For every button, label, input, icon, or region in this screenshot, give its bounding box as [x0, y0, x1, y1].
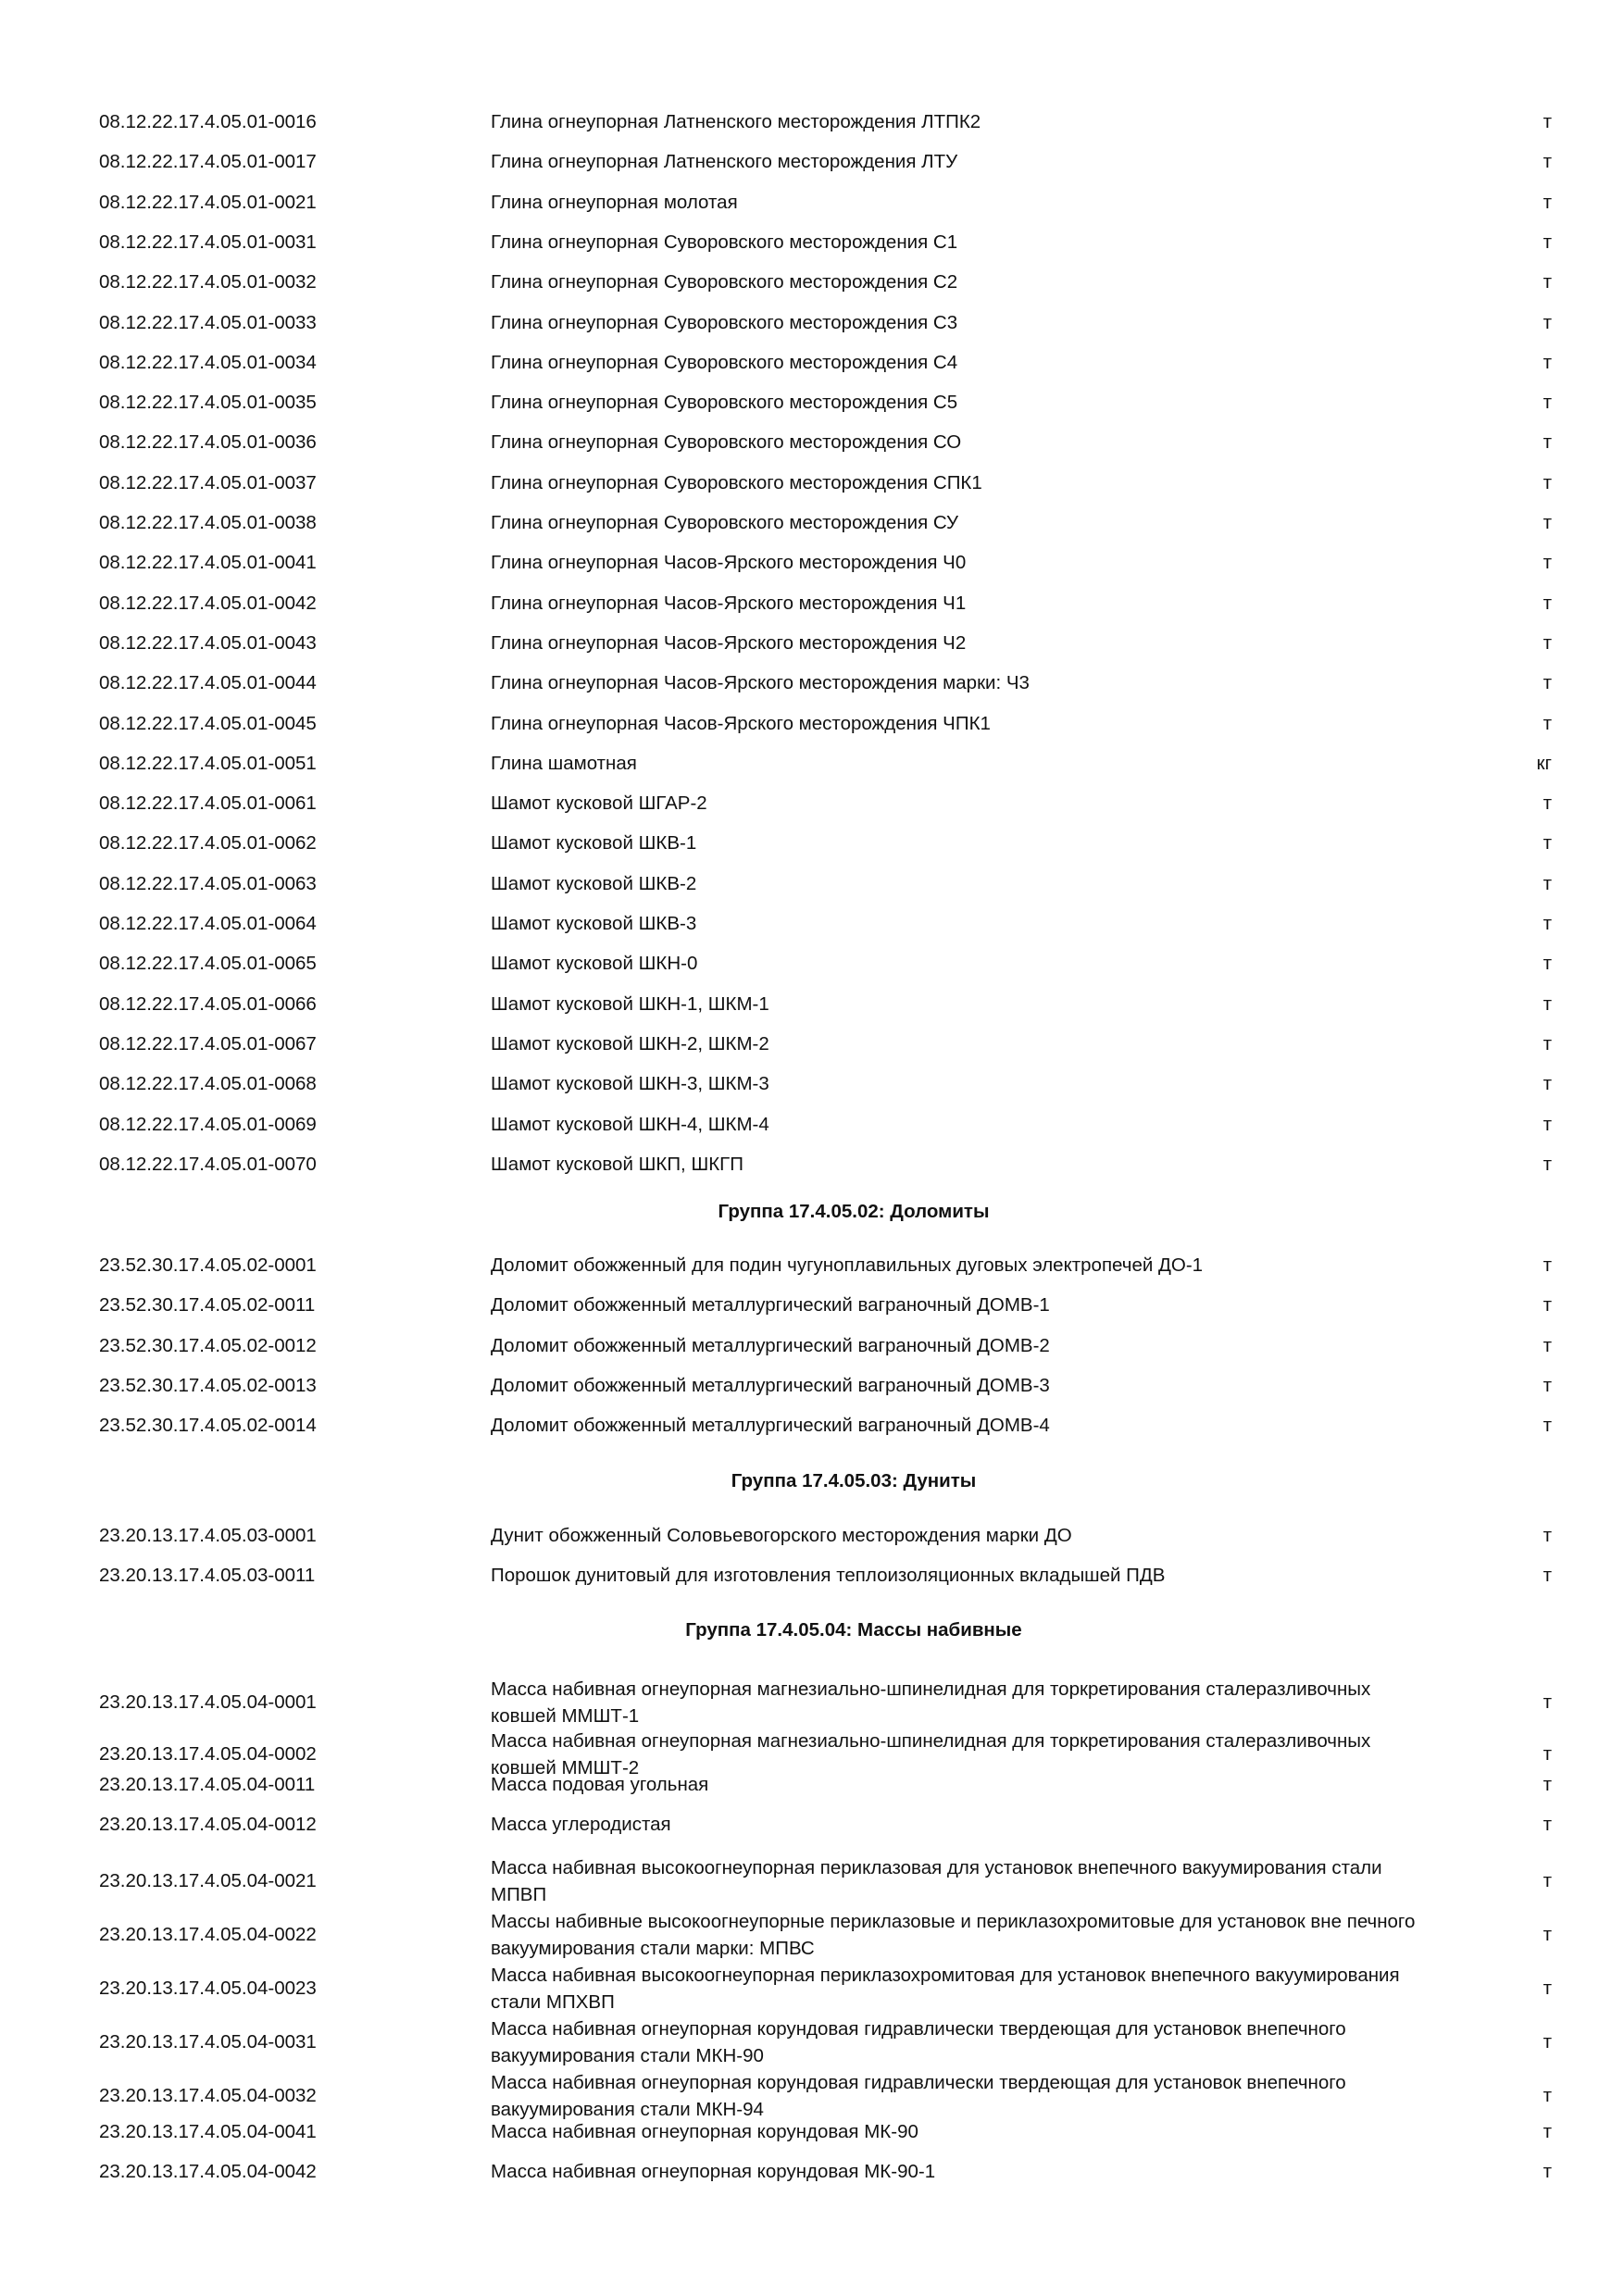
item-name: Масса набивная огнеупорная корундовая гидравлически твердеющая для установок внепечного вакуумирования стали МКН-94: [491, 2072, 1346, 2120]
item-code: 23.20.13.17.4.05.04-0041: [99, 2121, 317, 2142]
item-unit: т: [1543, 992, 1552, 1015]
item-unit: т: [1543, 311, 1552, 333]
item-name: Доломит обожженный металлургический ваграночный ДОМВ-2: [491, 1334, 1050, 1356]
item-code: 08.12.22.17.4.05.01-0044: [99, 672, 317, 694]
item-code: 08.12.22.17.4.05.01-0021: [99, 191, 317, 213]
group-heading: [0, 1467, 1624, 1494]
item-code: 08.12.22.17.4.05.01-0063: [99, 872, 317, 894]
item-unit: т: [1543, 512, 1552, 533]
item-name: Дунит обожженный Соловьевогорского месторождения марки ДО: [491, 1525, 1072, 1546]
item-code: 08.12.22.17.4.05.01-0064: [99, 913, 317, 934]
item-code: 23.52.30.17.4.05.02-0013: [99, 1374, 317, 1396]
item-unit: т: [1543, 191, 1552, 213]
item-unit: т: [1543, 792, 1552, 815]
group-heading: [0, 1616, 1624, 1643]
item-unit: кг: [1536, 752, 1552, 774]
item-name: Глина шамотная: [491, 752, 637, 774]
item-name: Шамот кусковой ШГАР-2: [491, 792, 707, 815]
item-code: 23.20.13.17.4.05.04-0031: [99, 2031, 317, 2053]
item-unit: т: [1543, 592, 1552, 614]
item-name: Масса подовая угольная: [491, 1774, 709, 1795]
item-unit: т: [1543, 1774, 1552, 1795]
item-name: Масса набивная высокоогнеупорная периклазохромитовая для установок внепечного вакуумирования стали МПХВП: [491, 1965, 1400, 2013]
item-code: 08.12.22.17.4.05.01-0037: [99, 471, 317, 493]
item-code: 08.12.22.17.4.05.01-0035: [99, 392, 317, 414]
item-name: Масса набивная огнеупорная магнезиально-шпинелидная для торкретирования сталеразливочных ковшей ММШТ-1: [491, 1678, 1371, 1727]
item-name: Доломит обожженный металлургический ваграночный ДОМВ-1: [491, 1294, 1050, 1316]
item-code: 23.20.13.17.4.05.04-0012: [99, 1814, 317, 1835]
item-unit: т: [1543, 111, 1552, 132]
item-code: 23.20.13.17.4.05.04-0032: [99, 2085, 317, 2106]
item-name: Глина огнеупорная Латненского месторождения ЛТПК2: [491, 111, 981, 132]
item-unit: т: [1543, 1374, 1552, 1396]
item-code: 08.12.22.17.4.05.01-0038: [99, 512, 317, 533]
item-code: 08.12.22.17.4.05.01-0070: [99, 1153, 317, 1175]
item-code: 08.12.22.17.4.05.01-0068: [99, 1073, 317, 1095]
item-code: 23.20.13.17.4.05.04-0002: [99, 1743, 317, 1765]
item-name: Масса углеродистая: [491, 1814, 671, 1835]
item-name: Глина огнеупорная Часов-Ярского месторождения Ч2: [491, 631, 967, 654]
item-code: 23.20.13.17.4.05.04-0011: [99, 1774, 316, 1795]
item-unit: т: [1543, 1153, 1552, 1175]
item-name: Шамот кусковой ШКВ-3: [491, 913, 697, 934]
item-code: 08.12.22.17.4.05.01-0067: [99, 1032, 317, 1054]
item-name: Массы набивные высокоогнеупорные периклазовые и периклазохромитовые для установок вне печного вакуумирования стали марки: МПВС: [491, 1911, 1416, 1959]
item-unit: т: [1543, 2031, 1552, 2053]
item-unit: т: [1543, 1525, 1552, 1546]
item-code: 23.20.13.17.4.05.04-0023: [99, 1978, 317, 1999]
item-unit: т: [1543, 471, 1552, 493]
item-code: 23.52.30.17.4.05.02-0011: [99, 1294, 316, 1316]
item-unit: т: [1543, 1565, 1552, 1587]
item-name: Шамот кусковой ШКВ-1: [491, 832, 697, 855]
item-code: 08.12.22.17.4.05.01-0062: [99, 832, 317, 855]
item-name: Глина огнеупорная Латненского месторождения ЛТУ: [491, 151, 958, 173]
item-code: 08.12.22.17.4.05.01-0032: [99, 271, 317, 293]
item-unit: т: [1543, 392, 1552, 414]
item-code: 23.20.13.17.4.05.03-0011: [99, 1565, 316, 1587]
item-unit: т: [1543, 231, 1552, 253]
item-name: Глина огнеупорная Суворовского месторождения СПК1: [491, 471, 982, 493]
item-code: 23.20.13.17.4.05.04-0001: [99, 1691, 317, 1713]
item-name: Доломит обожженный металлургический ваграночный ДОМВ-4: [491, 1415, 1050, 1437]
item-name: Шамот кусковой ШКП, ШКГП: [491, 1153, 744, 1175]
item-unit: т: [1543, 1814, 1552, 1835]
item-unit: т: [1543, 631, 1552, 654]
item-unit: т: [1543, 913, 1552, 934]
item-code: 23.20.13.17.4.05.04-0022: [99, 1924, 317, 1945]
item-code: 08.12.22.17.4.05.01-0051: [99, 752, 317, 774]
item-name: Шамот кусковой ШКН-4, ШКМ-4: [491, 1113, 769, 1135]
item-name: Глина огнеупорная Суворовского месторождения С4: [491, 351, 958, 373]
item-code: 08.12.22.17.4.05.01-0017: [99, 151, 317, 173]
item-unit: т: [1543, 1254, 1552, 1276]
item-name: Глина огнеупорная Суворовского месторождения СО: [491, 431, 962, 454]
item-unit: т: [1543, 1334, 1552, 1356]
item-unit: т: [1543, 2121, 1552, 2142]
item-code: 08.12.22.17.4.05.01-0043: [99, 631, 317, 654]
item-unit: т: [1543, 832, 1552, 855]
item-unit: т: [1543, 1924, 1552, 1945]
item-name: Шамот кусковой ШКН-0: [491, 953, 698, 975]
item-code: 23.52.30.17.4.05.02-0001: [99, 1254, 317, 1276]
item-unit: т: [1543, 1870, 1552, 1891]
item-name: Глина огнеупорная Часов-Ярского месторождения ЧПК1: [491, 712, 991, 734]
group-heading: [0, 1198, 1624, 1225]
item-name: Порошок дунитовый для изготовления теплоизоляционных вкладышей ПДВ: [491, 1565, 1166, 1587]
item-name: Глина огнеупорная Суворовского месторождения СУ: [491, 512, 959, 533]
item-name: Масса набивная огнеупорная корундовая гидравлически твердеющая для установок внепечного вакуумирования стали МКН-90: [491, 2018, 1346, 2066]
item-name: Шамот кусковой ШКН-1, ШКМ-1: [491, 992, 769, 1015]
item-unit: т: [1543, 1113, 1552, 1135]
item-unit: т: [1543, 1294, 1552, 1316]
item-name: Глина огнеупорная Суворовского месторождения С3: [491, 311, 958, 333]
item-code: 08.12.22.17.4.05.01-0066: [99, 992, 317, 1015]
item-unit: т: [1543, 1032, 1552, 1054]
item-unit: т: [1543, 1743, 1552, 1765]
item-name: Масса набивная огнеупорная корундовая МК-90-1: [491, 2161, 936, 2182]
item-code: 08.12.22.17.4.05.01-0042: [99, 592, 317, 614]
item-name: Глина огнеупорная Часов-Ярского месторождения Ч0: [491, 552, 967, 574]
item-name: Шамот кусковой ШКН-2, ШКМ-2: [491, 1032, 769, 1054]
item-name: Масса набивная высокоогнеупорная периклазовая для установок внепечного вакуумирования стали МПВП: [491, 1857, 1382, 1905]
item-name: Глина огнеупорная Часов-Ярского месторождения марки: Ч3: [491, 672, 1030, 694]
item-code: 08.12.22.17.4.05.01-0036: [99, 431, 317, 454]
item-unit: т: [1543, 1073, 1552, 1095]
item-name: Масса набивная огнеупорная магнезиально-шпинелидная для торкретирования сталеразливочных ковшей ММШТ-2: [491, 1730, 1371, 1778]
item-name: Шамот кусковой ШКВ-2: [491, 872, 697, 894]
item-code: 08.12.22.17.4.05.01-0061: [99, 792, 317, 815]
item-name: Доломит обожженный для подин чугуноплавильных дуговых электропечей ДО-1: [491, 1254, 1204, 1276]
item-name: Глина огнеупорная Суворовского месторождения С2: [491, 271, 958, 293]
item-name: Глина огнеупорная Суворовского месторождения С1: [491, 231, 958, 253]
item-code: 08.12.22.17.4.05.01-0033: [99, 311, 317, 333]
item-name: Шамот кусковой ШКН-3, ШКМ-3: [491, 1073, 769, 1095]
item-code: 08.12.22.17.4.05.01-0031: [99, 231, 317, 253]
group-title: Группа 17.4.05.02: Доломиты: [718, 1201, 990, 1222]
group-title: Группа 17.4.05.04: Массы набивные: [685, 1619, 1022, 1641]
item-code: 08.12.22.17.4.05.01-0065: [99, 953, 317, 975]
item-unit: т: [1543, 2161, 1552, 2182]
item-name: Масса набивная огнеупорная корундовая МК-90: [491, 2121, 918, 2142]
item-code: 23.20.13.17.4.05.04-0042: [99, 2161, 317, 2182]
item-unit: т: [1543, 712, 1552, 734]
item-unit: т: [1543, 2085, 1552, 2106]
item-unit: т: [1543, 672, 1552, 694]
item-code: 23.52.30.17.4.05.02-0014: [99, 1415, 317, 1437]
item-name: Глина огнеупорная Часов-Ярского месторождения Ч1: [491, 592, 967, 614]
item-code: 08.12.22.17.4.05.01-0034: [99, 351, 317, 373]
item-unit: т: [1543, 351, 1552, 373]
item-code: 23.20.13.17.4.05.04-0021: [99, 1870, 317, 1891]
item-unit: т: [1543, 552, 1552, 574]
group-title: Группа 17.4.05.03: Дуниты: [731, 1470, 977, 1491]
item-name: Доломит обожженный металлургический ваграночный ДОМВ-3: [491, 1374, 1050, 1396]
item-unit: т: [1543, 1691, 1552, 1713]
item-name: Глина огнеупорная Суворовского месторождения С5: [491, 392, 958, 414]
item-unit: т: [1543, 151, 1552, 173]
item-unit: т: [1543, 953, 1552, 975]
item-unit: т: [1543, 271, 1552, 293]
item-code: 08.12.22.17.4.05.01-0045: [99, 712, 317, 734]
item-unit: т: [1543, 431, 1552, 454]
item-unit: т: [1543, 872, 1552, 894]
item-unit: т: [1543, 1978, 1552, 1999]
item-unit: т: [1543, 1415, 1552, 1437]
item-name: Глина огнеупорная молотая: [491, 191, 738, 213]
item-code: 08.12.22.17.4.05.01-0069: [99, 1113, 317, 1135]
item-code: 08.12.22.17.4.05.01-0016: [99, 111, 317, 132]
item-code: 08.12.22.17.4.05.01-0041: [99, 552, 317, 574]
item-code: 23.52.30.17.4.05.02-0012: [99, 1334, 317, 1356]
item-code: 23.20.13.17.4.05.03-0001: [99, 1525, 317, 1546]
